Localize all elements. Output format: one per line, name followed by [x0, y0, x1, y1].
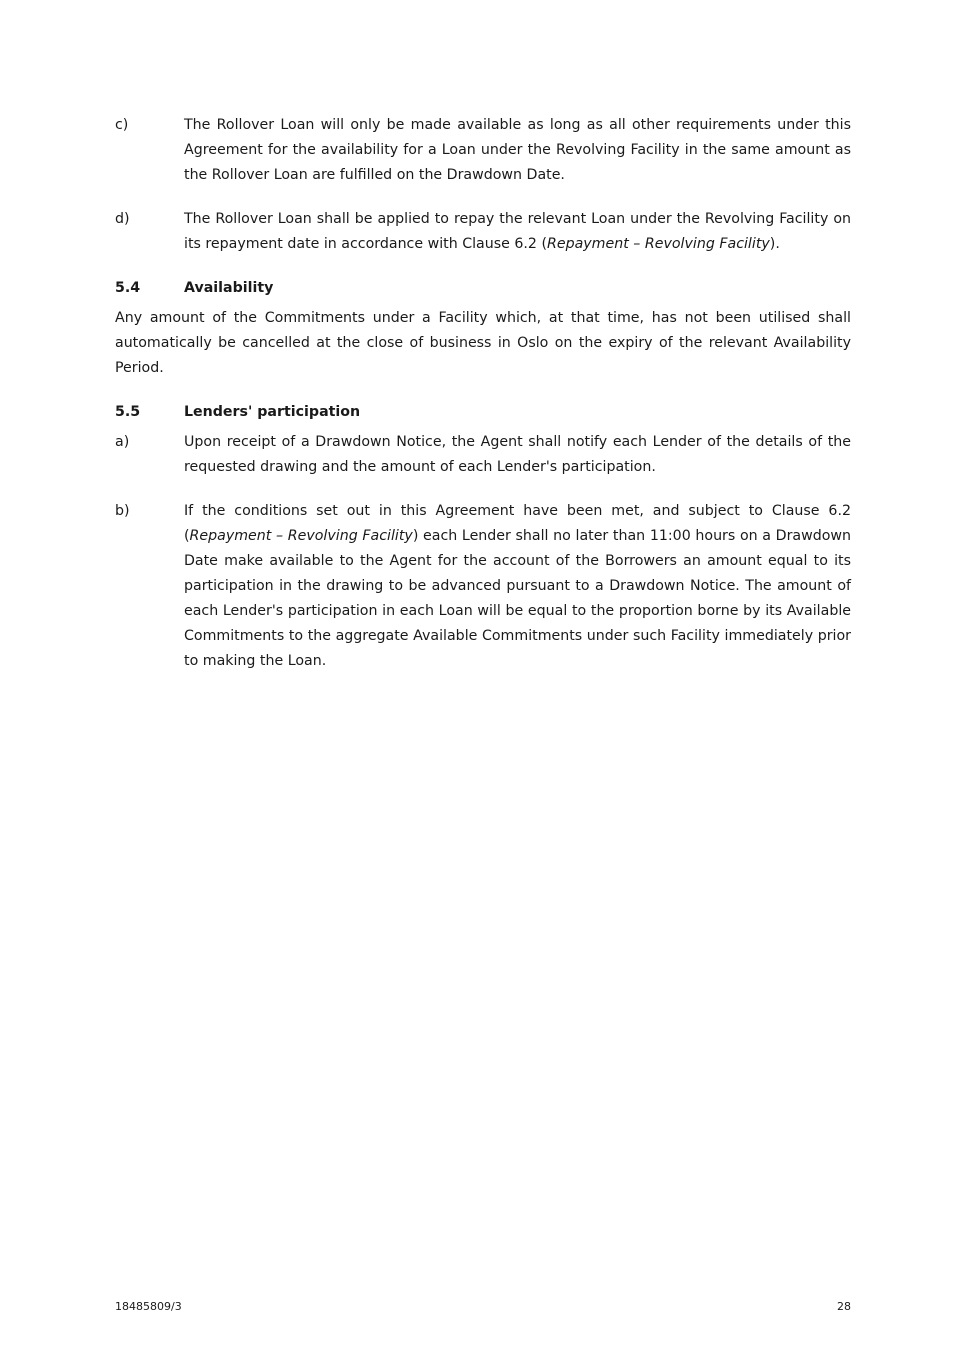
item-label: b) — [115, 503, 130, 519]
section-body: Any amount of the Commitments under a Facility which, at that time, has not been utilised shall automatically be cancelled at the close of business in Oslo on the expiry of the relevant Availability Period. — [115, 310, 851, 376]
item-text: Upon receipt of a Drawdown Notice, the Agent shall notify each Lender of the details of the requested drawing and the amount of each Lender's participation. — [184, 434, 851, 475]
clause-reference: Repayment – Revolving Facility — [546, 236, 770, 252]
section-number: 5.5 — [115, 404, 141, 420]
section-number: 5.4 — [115, 280, 141, 296]
clause-item-b — [115, 499, 851, 674]
section-heading-lenders-participation — [115, 400, 851, 425]
item-label: d) — [115, 211, 130, 227]
document-page — [115, 113, 851, 674]
text-segment: ) each Lender shall no later than 11:00 hours on a Drawdown Date make available to the Agent for the account of the Borrowers an amount equal to its participation in the drawing to be advanced pursuant to a Drawdown Notice. The amount of each Lender's participation in each Loan will be equal to the proportion borne by its Available Commitments to the aggregate Available Commitments under such Facility immediately prior to making the Loan. — [184, 528, 851, 669]
text-segment: ). — [769, 236, 780, 252]
item-text — [184, 207, 851, 257]
item-text: The Rollover Loan will only be made available as long as all other requirements under this Agreement for the availability for a Loan under the Revolving Facility in the same amount as the Rollover Loan are fulfilled on the Drawdown Date. — [184, 117, 851, 183]
document-id: 18485809/3 — [115, 1300, 182, 1313]
section-heading-availability — [115, 276, 851, 301]
clause-reference: Repayment – Revolving Facility — [189, 528, 413, 544]
section-title: Lenders' participation — [184, 404, 361, 420]
clause-item-a — [115, 430, 851, 480]
clause-item-c — [115, 113, 851, 188]
item-label: c) — [115, 117, 129, 133]
item-label: a) — [115, 434, 130, 450]
text-segment: The Rollover Loan shall be applied to repay the relevant Loan under the Revolving Facility on its repayment date in accordance with Clause 6.2 ( — [184, 211, 851, 252]
section-title: Availability — [184, 280, 274, 296]
clause-item-d — [115, 207, 851, 257]
text-segment: If the conditions set out in this Agreement have been met, and subject to Clause 6.2 ( — [184, 503, 851, 544]
page-number: 28 — [837, 1300, 851, 1313]
item-text — [184, 499, 851, 674]
